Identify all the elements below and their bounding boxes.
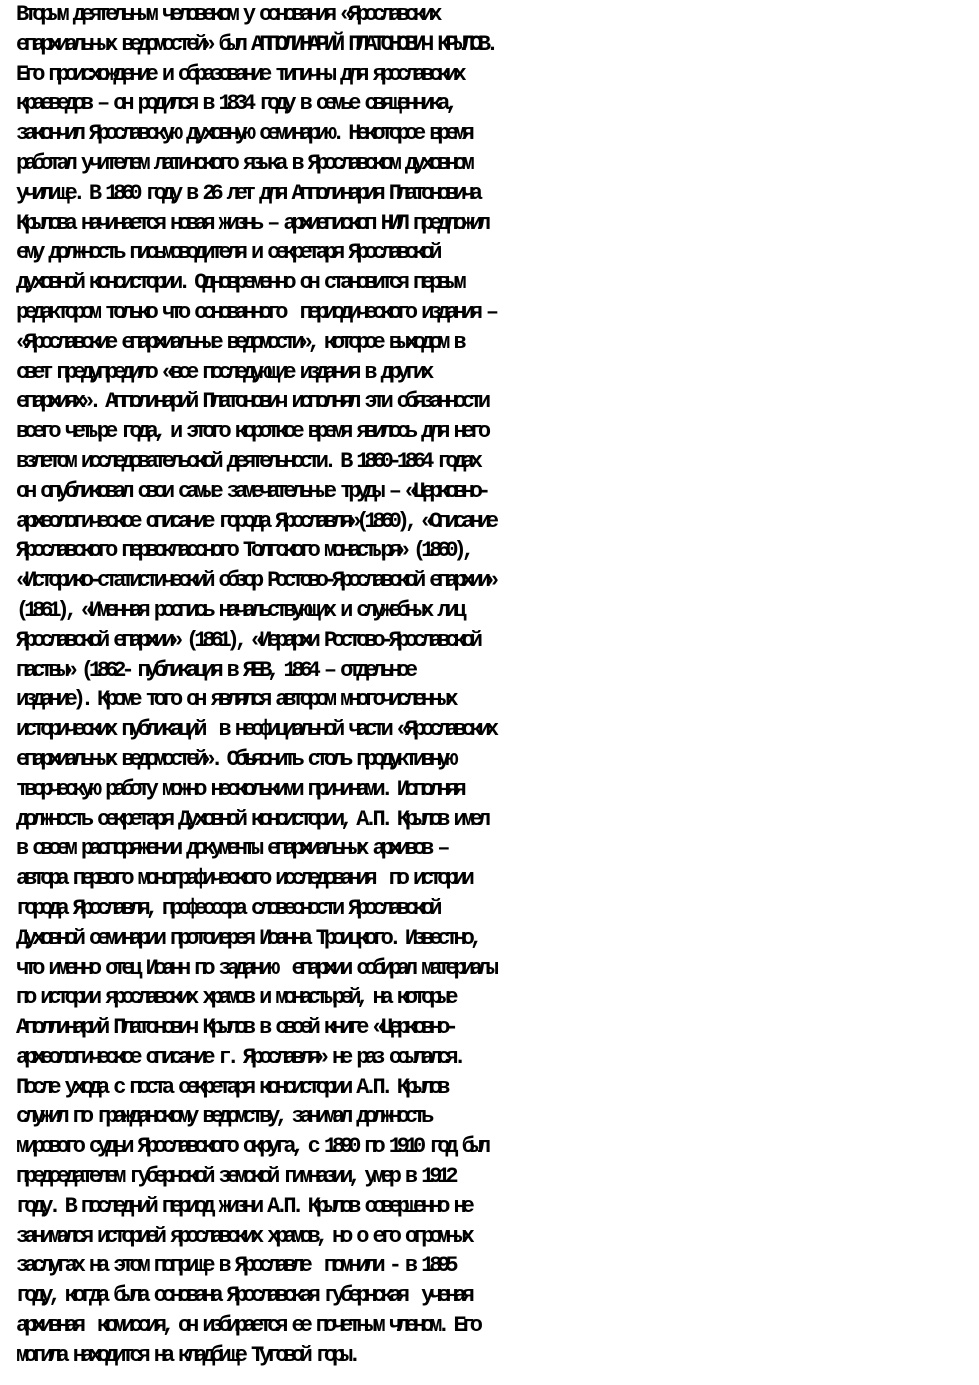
text-line: служил по гражданскому ведомству, занимал должность [16,1104,430,1130]
text-line: мирового судьи Ярославского округа, с 1890 по 1910 год был [16,1134,486,1160]
text-line: «Историко-статистический обзор Ростово-Ярославской епархии» [16,568,495,594]
text-line: занимался историей ярославских храмов, но о его огромных [16,1223,470,1249]
text-line: «Ярославские епархиальные ведомости», которое выходом в [16,329,462,355]
text-line: что именно отец Иоанн по заданию епархии собирал материалы [16,955,495,981]
text-line: автора первого монографического исследования по истории [16,866,470,892]
text-line: города Ярославля, профессора словесности Ярославской [16,895,438,921]
text-line: Аполлинарий Платонович Крылов в своей книге «Церковно- [16,1015,454,1041]
text-line: паствы» (1862- публикация в ЯЕВ, 1864 – отдельное [16,657,414,683]
text-line: Его происхождение и образование типичны для ярославских [16,61,462,87]
text-line: (1861), «Именная роспись начальствующих и служебных лиц [16,597,462,623]
text-line: должность секретаря Духовной консистории, А.П. Крылов имел [16,806,486,832]
text-line: архивная комиссия, он избирается ее почетным членом. Его [16,1313,478,1339]
text-line: археологическое описание г. Ярославля» не раз ссылался. [16,1044,462,1070]
text-line: училище. В 1860 году в 26 лет для Апполинария Платоновича [16,180,478,206]
text-line: в своем распоряжении документы епархиальных архивов – [16,836,446,862]
text-line: могила находится на кладбище Туговой горы. [16,1342,357,1368]
text-line: ему должность письмоводителя и секретаря Ярославской [16,240,438,266]
text-line: он опубликовал свои самые замечательные труды – «Церковно- [16,478,486,504]
text-line: епархиальных ведомостей» был АППОЛИНАРИЙ ПЛАТОНОВИЧ КРЫЛОВ. [16,31,495,57]
text-line: археологическое описание города Ярославля»(1860), «Описание [16,508,495,534]
text-line: году, когда была основана Ярославская губернская ученая [16,1283,470,1309]
text-line: епархиальных ведомостей». Объяснить столь продуктивную [16,746,454,772]
text-line: председателем губернской земской гимназии, умер в 1912 [16,1164,454,1190]
text-line: по истории ярославских храмов и монастырей, на которые [16,985,454,1011]
text-line: редактором только что основанного периодического издания – [16,299,495,325]
text-line: Ярославской епархии» (1861), «Иерархи Ростово-Ярославской [16,627,478,653]
text-line: году. В последний период жизни А.П. Крылов совершенно не [16,1193,470,1219]
text-line: взлетом исследовательской деятельности. В 1860-1864 годах [16,448,478,474]
text-line: Ярославского первоклассного Толгского монастыря» (1860), [16,538,470,564]
text-line: краеведов – он родился в 1834 году в семье священника, [16,91,454,117]
text-line: заслугах на этом поприще в Ярославле помнили - в 1895 [16,1253,454,1279]
text-line: творческую работу можно несколькими причинами. Исполняя [16,776,462,802]
text-line: всего четыре года, и этого короткое время явилось для него [16,419,486,445]
text-line: издание). Кроме того он являлся автором многочисленных [16,687,454,713]
text-line: работал учителем латинского языка в Ярославском духовном [16,150,470,176]
text-line: После ухода с поста секретаря консистории А.П. Крылов [16,1074,446,1100]
text-line: духовной консистории. Одновременно он становится первым [16,270,462,296]
text-line: закончил Ярославскую духовную семинарию. Некоторое время [16,121,470,147]
text-line: исторических публикаций в неофициальной части «Ярославских [16,717,495,743]
text-line: Крылова начинается новая жизнь – архиепископ НИЛ предложил [16,210,486,236]
text-line: епархиях». Апполинарий Платонович исполнял эти обязанности [16,389,486,415]
text-line: свет предупредило «все последующие издания в других [16,359,430,385]
text-line: Вторым деятельным человеком у основания «Ярославских [16,2,438,27]
body-text [16,0,976,1371]
text-line: Духовной семинарии протоиерея Иоанна Троицкого. Известно, [16,925,478,951]
